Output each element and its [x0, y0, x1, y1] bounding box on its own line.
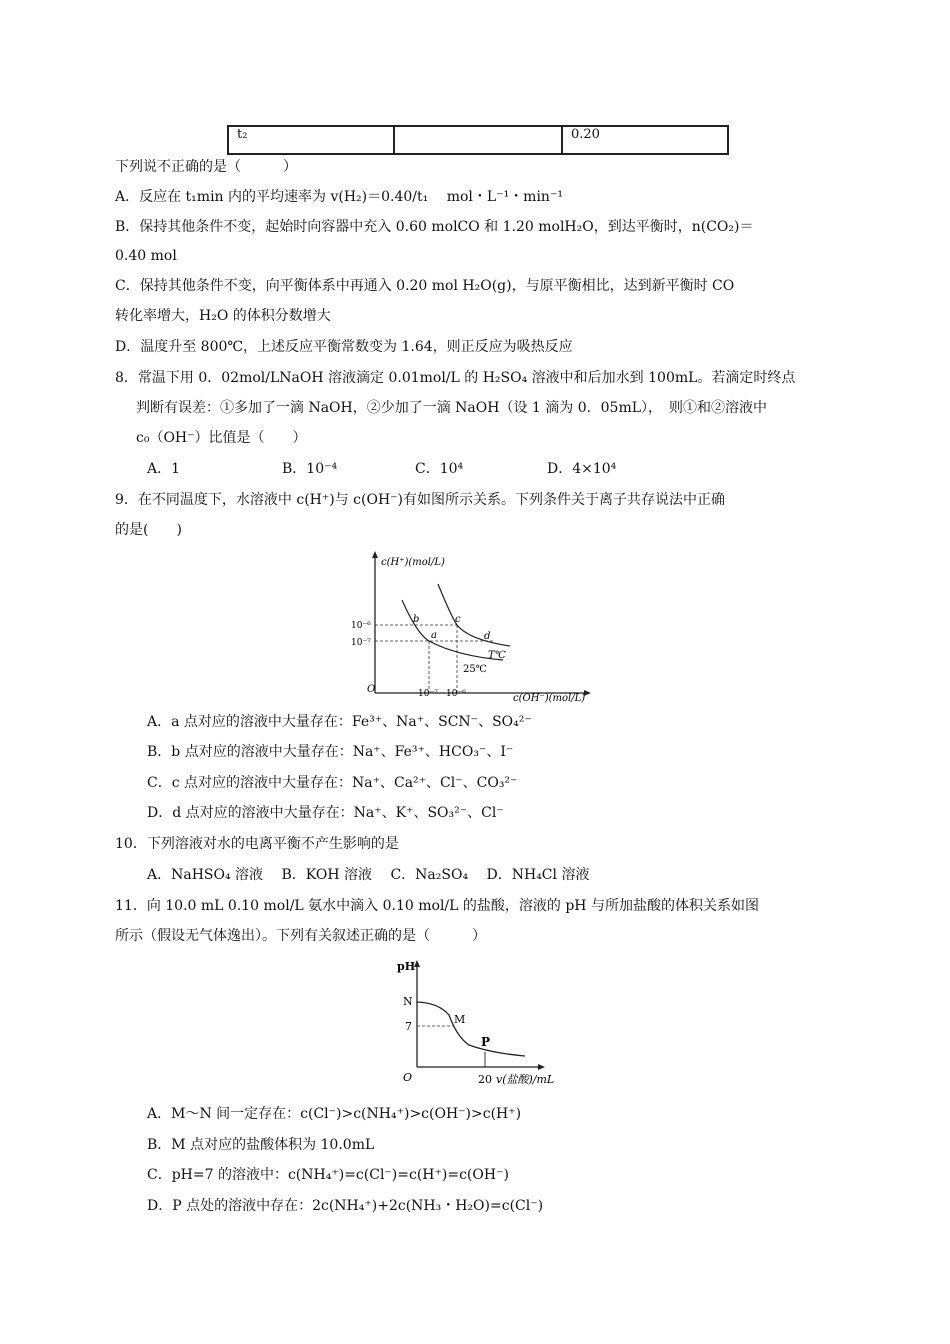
y-axis-arrow: [372, 551, 378, 558]
q8-option-c: C．10⁴: [415, 461, 464, 477]
q8-option-a: A．1: [147, 461, 181, 477]
q9-line2: 的是( ): [115, 522, 182, 538]
x-tick-1e-7: 10⁻⁷: [418, 689, 438, 699]
table-cell-value: 0.20: [562, 126, 728, 154]
q7-option-a: A．反应在 t₁min 内的平均速率为 v(H₂)＝0.40/t₁ mol・L⁻¹・min⁻¹: [115, 189, 563, 205]
q9-option-b: B．b 点对应的溶液中大量存在：Na⁺、Fe³⁺、HCO₃⁻、I⁻: [147, 744, 514, 760]
point-c: c: [455, 614, 461, 625]
q11-line1: 11．向 10.0 mL 0.10 mol/L 氨水中滴入 0.10 mol/L 的盐酸，溶液的 pH 与所加盐酸的体积关系如图: [115, 898, 759, 914]
x-tick-20: 20: [478, 1073, 492, 1086]
point-a: a: [431, 630, 437, 641]
q11-option-a: A．M～N 间一定存在：c(Cl⁻)>c(NH₄⁺)>c(OH⁻)>c(H⁺): [147, 1106, 522, 1122]
x-axis-label: c(OH⁻)(mol/L): [513, 693, 586, 704]
q8-option-d: D．4×10⁴: [547, 461, 617, 477]
q11-line2: 所示（假设无气体逸出）。下列有关叙述正确的是（ ）: [115, 928, 486, 944]
x-tick-1e-6: 10⁻⁶: [446, 689, 466, 699]
q10-line1: 10．下列溶液对水的电离平衡不产生影响的是: [115, 836, 399, 852]
q11-option-b: B．M 点对应的盐酸体积为 10.0mL: [147, 1137, 375, 1153]
q9-option-c: C．c 点对应的溶液中大量存在：Na⁺、Ca²⁺、Cl⁻、CO₃²⁻: [147, 775, 518, 791]
origin-label: O: [367, 684, 376, 695]
q7-option-c-line2: 转化率增大，H₂O 的体积分数增大: [115, 308, 331, 324]
data-table: [227, 125, 729, 155]
q7-stem: 下列说不正确的是（ ）: [115, 159, 297, 175]
curve-25c-label: 25℃: [463, 664, 487, 675]
y-axis-label: pH: [397, 960, 416, 973]
q8-line1: 8．常温下用 0．02mol/LNaOH 溶液滴定 0.01mol/L 的 H₂SO₄ 溶液中和后加水到 100mL。若滴定时终点: [115, 370, 796, 386]
x-axis-arrow: [538, 1064, 545, 1070]
water-ionization-graph: [345, 548, 605, 704]
q7-option-c-line1: C．保持其他条件不变，向平衡体系中再通入 0.20 mol H₂O(g)，与原平衡相比，达到新平衡时 CO: [115, 278, 735, 294]
table-cell-empty: [394, 126, 562, 154]
q11-option-c: C．pH=7 的溶液中：c(NH₄⁺)=c(Cl⁻)=c(H⁺)=c(OH⁻): [147, 1167, 509, 1183]
table-row: [228, 126, 728, 154]
n-label: N: [403, 995, 413, 1008]
q7-option-b-line2: 0.40 mol: [115, 248, 177, 264]
ph7-label: 7: [405, 1020, 412, 1033]
q9-line1: 9．在不同温度下，水溶液中 c(H⁺)与 c(OH⁻)有如图所示关系。下列条件关于离子共存说法中正确: [115, 492, 726, 508]
point-d: d: [484, 631, 491, 642]
y-tick-1e-7: 10⁻⁷: [351, 638, 371, 648]
q10-options: A．NaHSO₄ 溶液 B．KOH 溶液 C．Na₂SO₄ D．NH₄Cl 溶液: [147, 867, 590, 883]
p-label: P: [481, 1035, 491, 1049]
q11-option-d: D．P 点处的溶液中存在：2c(NH₄⁺)+2c(NH₃・H₂O)=c(Cl⁻): [147, 1198, 544, 1214]
m-label: M: [454, 1013, 466, 1026]
origin-label: O: [403, 1071, 413, 1084]
q7-option-d: D．温度升至 800℃，上述反应平衡常数变为 1.64，则正反应为吸热反应: [115, 339, 573, 355]
q9-option-a: A．a 点对应的溶液中大量存在：Fe³⁺、Na⁺、SCN⁻、SO₄²⁻: [147, 714, 532, 730]
q9-option-d: D．d 点对应的溶液中大量存在：Na⁺、K⁺、SO₃²⁻、Cl⁻: [147, 805, 504, 821]
q8-line3: c₀（OH⁻）比值是（ ）: [136, 430, 307, 446]
q8-line2: 判断有误差：①多加了一滴 NaOH，②少加了一滴 NaOH（设 1 滴为 0．05mL）， 则①和②溶液中: [136, 400, 768, 416]
q8-option-b: B．10⁻⁴: [282, 461, 338, 477]
table-cell-time: t₂: [228, 126, 394, 154]
x-axis-label: v(盐酸)/mL: [496, 1073, 555, 1086]
titration-curve-graph: [395, 955, 575, 1087]
curve-t-label: T℃: [488, 650, 506, 661]
y-tick-1e-6: 10⁻⁶: [351, 621, 371, 631]
q7-option-b-line1: B．保持其他条件不变，起始时向容器中充入 0.60 molCO 和 1.20 molH₂O，到达平衡时，n(CO₂)＝: [115, 219, 754, 235]
ph-curve: [417, 1002, 525, 1056]
point-b: b: [413, 614, 420, 625]
y-axis-label: c(H⁺)(mol/L): [381, 557, 445, 568]
curve-t: [438, 584, 510, 646]
